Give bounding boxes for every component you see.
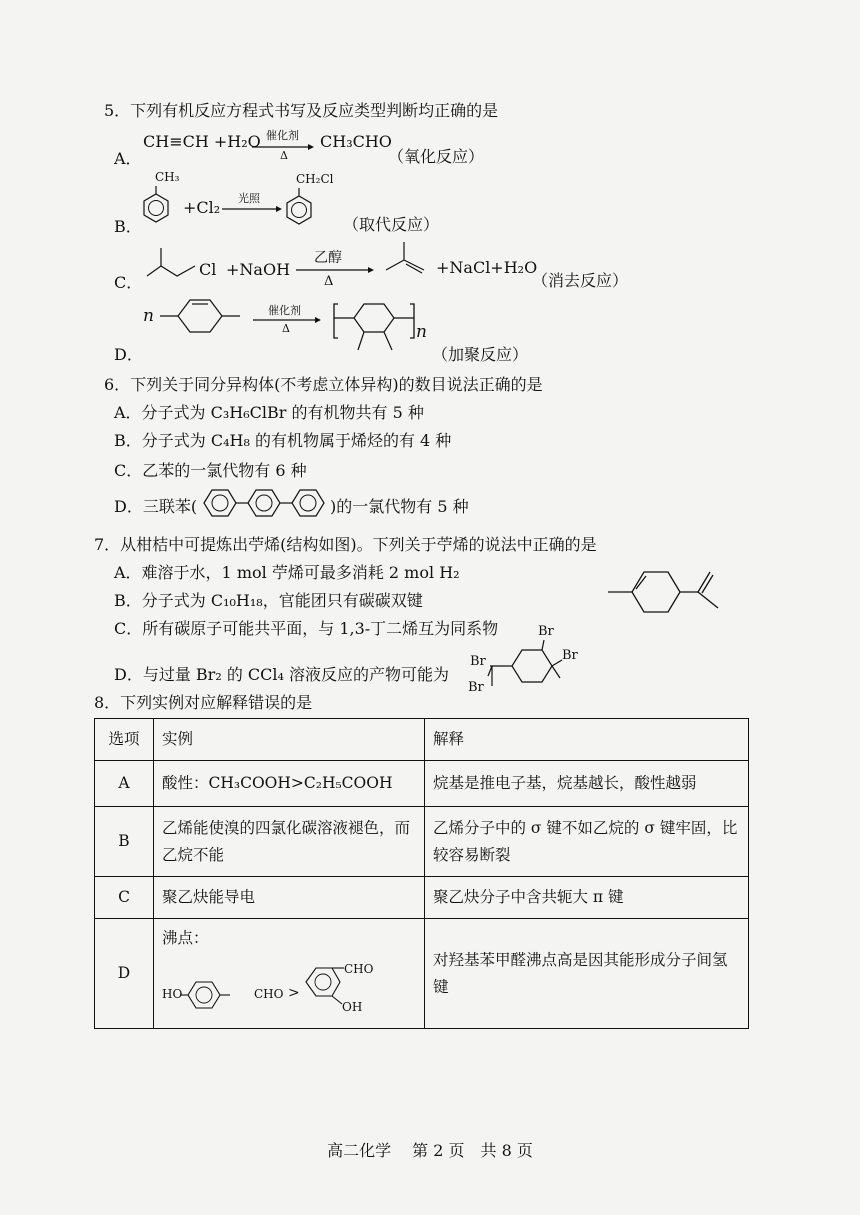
q6-option-d-pre: D．三联苯( [114,497,198,516]
table-cell-option: D [95,919,154,1029]
q8-d-gt: > [288,985,300,1001]
q5-d-n: n [143,306,154,326]
table-row [95,807,749,877]
page-footer: 高二化学 第 2 页 共 8 页 [327,1141,533,1160]
terphenyl-structure-icon [202,486,330,520]
q5-c-cond-bottom: Δ [324,274,334,289]
benzyl-chloride-structure-icon [283,184,323,230]
q5-a-type: （氧化反应） [388,147,485,166]
q5-b-reagent: +Cl₂ [183,198,221,217]
q5-a-cond-bottom: Δ [280,149,288,162]
q5-b-label: B． [114,217,142,236]
q5-b-cond-top: 光照 [238,192,260,205]
table-cell-option: C [95,877,154,919]
q5-stem: 5．下列有机反应方程式书写及反应类型判断均正确的是 [104,101,499,120]
q5-d-label: D． [114,345,143,364]
table-header: 选项 [95,719,154,761]
table-cell-explain: 乙烯分子中的 σ 键不如乙烷的 σ 键牢固，比较容易断裂 [425,807,749,877]
table-header: 解释 [425,719,749,761]
table-cell-example: 聚乙炔能导电 [154,877,425,919]
q8-stem: 8．下列实例对应解释错误的是 [94,693,313,712]
q7-br-1: Br [538,624,554,639]
limonene-structure-icon [606,562,726,618]
q8-d-cho: CHO [254,987,284,1001]
q7-br-4: Br [468,680,484,695]
q5-b-ch3: CH₃ [155,170,180,184]
q8-d-oh: OH [342,1000,363,1014]
table-cell-explain: 对羟基苯甲醛沸点高是因其能形成分子间氢键 [425,919,749,1029]
q7-option-d: D．与过量 Br₂ 的 CCl₄ 溶液反应的产物可能为 [114,665,450,684]
q5-b-ch2cl: CH₂Cl [296,172,334,186]
table-cell-example: 酸性：CH₃COOH>C₂H₅COOH [154,761,425,807]
q6-option-b: B．分子式为 C₄H₈ 的有机物属于烯烃的有 4 种 [114,431,452,450]
table-cell-example: 乙烯能使溴的四氯化碳溶液褪色，而乙烷不能 [154,807,425,877]
boiling-point-label: 沸点： [162,929,209,947]
q7-br-3: Br [470,654,486,669]
q8-d-ho: HO [162,987,183,1001]
tetrabromide-structure-icon [482,638,574,694]
chloroisobutane-structure-icon [145,246,201,282]
q5-d-type: （加聚反应） [432,345,529,364]
q7-br-2: Br [562,648,578,663]
p-hydroxybenzaldehyde-structure-icon [180,978,230,1012]
q6-option-a: A．分子式为 C₃H₆ClBr 的有机物共有 5 种 [114,403,424,422]
q6-stem: 6．下列关于同分异构体(不考虑立体异构)的数目说法正确的是 [104,375,543,394]
table-cell-option: A [95,761,154,807]
table-cell-explain: 烷基是推电子基，烷基越长，酸性越弱 [425,761,749,807]
q7-option-a: A．难溶于水，1 mol 苧烯可最多消耗 2 mol H₂ [114,563,460,582]
q5-c-label: C． [114,273,143,292]
q8-d-cho2: CHO [344,962,374,976]
q6-option-d-post: )的一氯代物有 5 种 [330,497,469,516]
q7-option-c: C．所有碳原子可能共平面，与 1,3-丁二烯互为同系物 [114,619,499,638]
q5-c-cond-top: 乙醇 [314,250,342,266]
q7-option-b: B．分子式为 C₁₀H₁₈，官能团只有碳碳双键 [114,591,423,610]
q5-c-cl: Cl [199,260,217,279]
q5-a-cond-top: 催化剂 [266,129,299,142]
table-row [95,761,749,807]
table-cell-example-d [154,919,425,1029]
q7-stem: 7．从柑桔中可提炼出苧烯(结构如图)。下列关于苧烯的说法中正确的是 [94,535,597,554]
q5-a-lhs: CH≡CH +H₂O [143,132,261,151]
toluene-structure-icon [140,182,180,228]
q5-c-arrow [296,266,374,274]
monomer-structure-icon [158,290,244,340]
q6-option-c: C．乙苯的一氯代物有 6 种 [114,461,307,480]
table-row [95,877,749,919]
q5-c-type: （消去反应） [532,271,629,290]
q5-a-label: A． [114,149,142,168]
table-row [95,919,749,1029]
q5-d-cond-bottom: Δ [282,322,290,335]
q5-a-rhs: CH₃CHO [320,132,392,151]
q5-b-arrow [222,205,282,213]
q5-d-cond-top: 催化剂 [268,304,301,317]
q5-b-type: （取代反应） [343,215,440,234]
table-header-row [95,719,749,761]
isobutene-structure-icon [384,240,428,278]
q5-c-products: +NaCl+H₂O [436,258,538,277]
table-header: 实例 [154,719,425,761]
q5-d-n-sub: n [416,322,427,342]
table-cell-option: B [95,807,154,877]
polymer-structure-icon [330,292,425,360]
q5-c-reagent: +NaOH [226,260,291,279]
table-cell-explain: 聚乙炔分子中含共轭大 π 键 [425,877,749,919]
